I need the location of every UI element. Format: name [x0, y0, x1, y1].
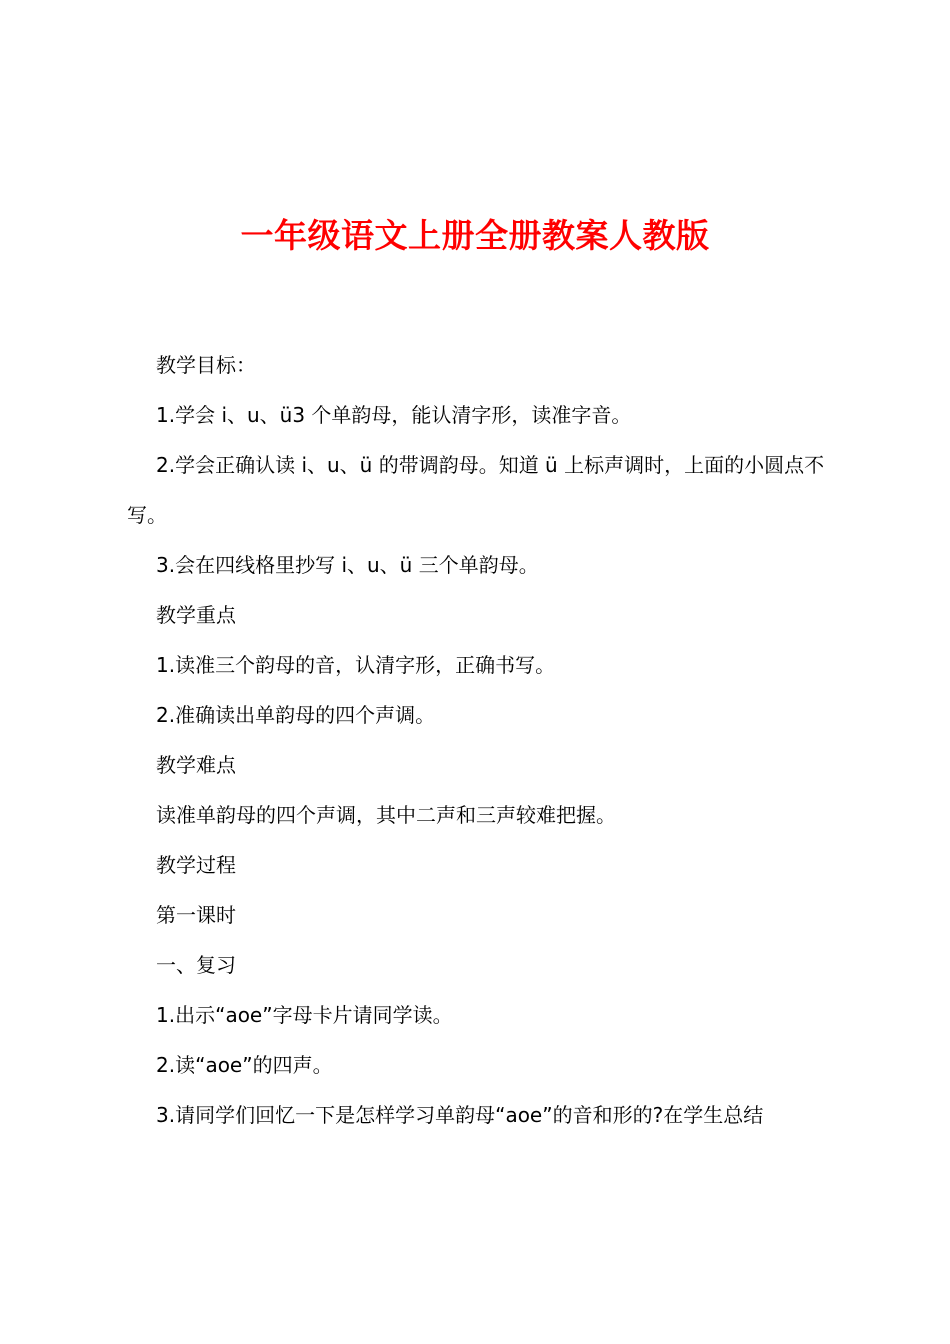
review-item-2: 2.读“aoe”的四声。	[156, 1053, 333, 1077]
heading-teaching-process: 教学过程	[156, 853, 236, 877]
heading-first-lesson: 第一课时	[156, 903, 236, 927]
heading-teaching-goals: 教学目标：	[156, 353, 256, 377]
difficulty-text: 读准单韵母的四个声调，其中二声和三声较难把握。	[156, 803, 616, 827]
review-item-1: 1.出示“aoe”字母卡片请同学读。	[156, 1003, 453, 1027]
goal-item-1: 1.学会 i、u、ü3 个单韵母，能认清字形，读准字音。	[156, 403, 632, 427]
goal-item-3: 3.会在四线格里抄写 i、u、ü 三个单韵母。	[156, 553, 539, 577]
heading-key-points: 教学重点	[156, 603, 236, 627]
review-item-3: 3.请同学们回忆一下是怎样学习单韵母“aoe”的音和形的?在学生总结	[156, 1103, 764, 1127]
heading-review: 一、复习	[156, 953, 236, 977]
heading-difficulties: 教学难点	[156, 753, 236, 777]
key-point-1: 1.读准三个韵母的音，认清字形，正确书写。	[156, 653, 556, 677]
document-title: 一年级语文上册全册教案人教版	[240, 216, 710, 255]
key-point-2: 2.准确读出单韵母的四个声调。	[156, 703, 436, 727]
document-body	[127, 340, 837, 1140]
goal-item-2: 2.学会正确认读 i、u、ü 的带调韵母。知道 ü 上标声调时，上面的小圆点不写。	[127, 453, 825, 527]
